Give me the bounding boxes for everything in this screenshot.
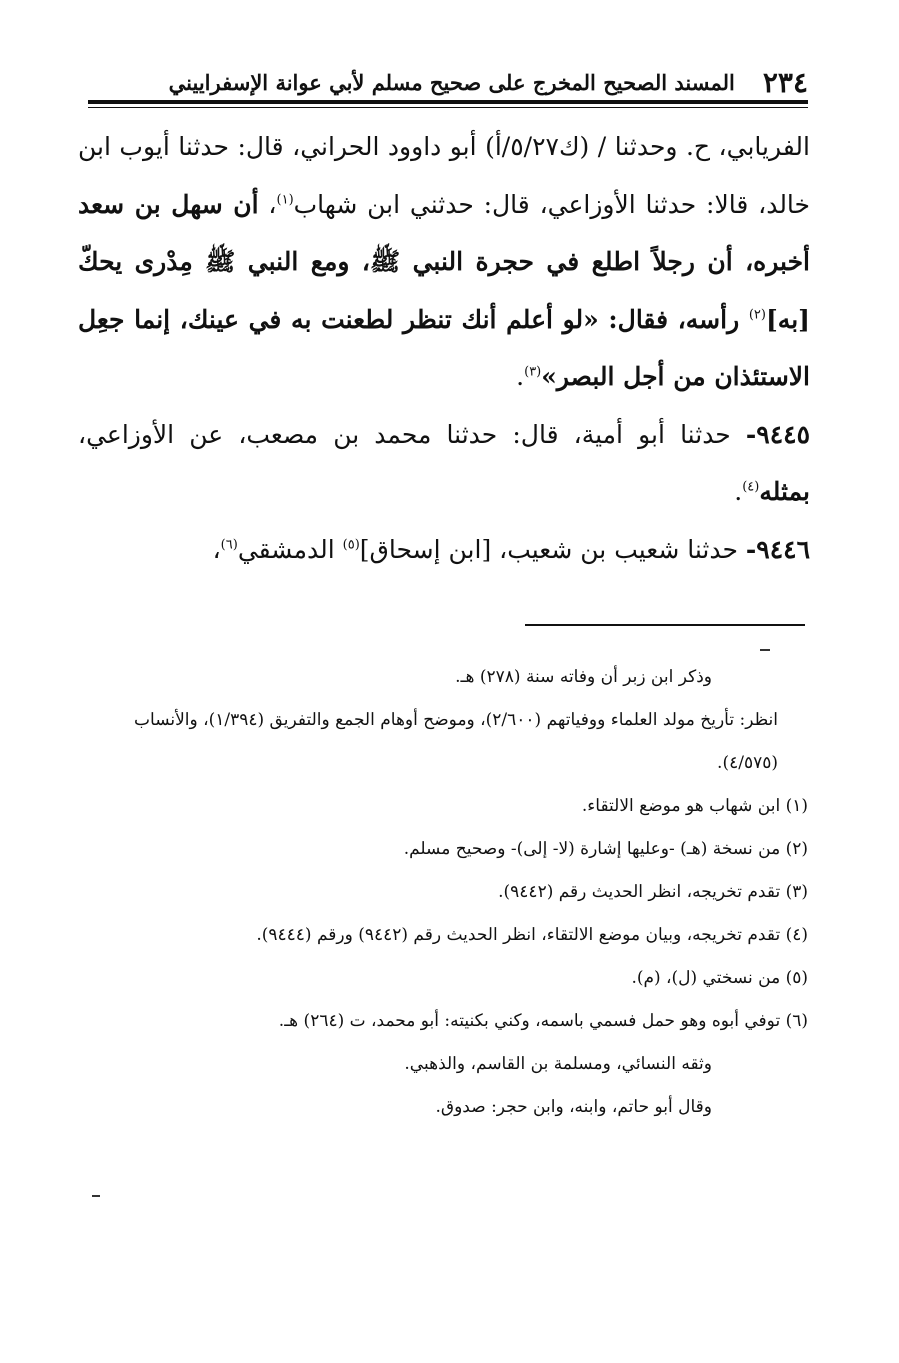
footnote-ref: (١) <box>276 192 294 208</box>
paragraph-continuation <box>78 118 810 406</box>
hadith-9446 <box>78 521 810 579</box>
text-run: ، <box>212 534 221 564</box>
footnote-6: (٦) توفي أبوه وهو حمل فسمي باسمه، وكني بكنيته: أبو محمد، ت (٢٦٤) هـ. <box>278 1011 808 1031</box>
margin-mark <box>760 649 770 651</box>
footnotes <box>88 656 808 1129</box>
footnote-2: (٢) من نسخة (هـ) -وعليها إشارة (لا- إلى)- وصحيح مسلم. <box>403 839 808 859</box>
footnote-ref: (٢) <box>748 307 766 323</box>
margin-mark <box>92 1195 100 1197</box>
text-run: حدثنا أبو أمية، قال: حدثنا محمد بن مصعب، عن الأوزاعي، <box>78 419 746 449</box>
bold-text-run: بمثله <box>759 477 810 506</box>
text-run: حدثنا شعيب بن شعيب، [ابن إسحاق] <box>359 534 746 564</box>
header-title: المسند الصحيح المخرج على صحيح مسلم لأبي عوانة الإسفراييني <box>168 69 735 95</box>
text-run: . <box>516 362 525 391</box>
bold-text-run: رأسه، فقال: «لو أعلم أنك تنظر لطعنت به في عينك، إنما جعِل الاستئذان من أجل البصر» <box>78 304 810 391</box>
footnote-continuation: وذكر ابن زبر أن وفاته سنة (٢٧٨) هـ. <box>455 667 712 687</box>
main-text <box>78 118 810 578</box>
text-run: الفريابي، ح. وحدثنا / (ك٥/٢٧/أ) أبو داوود الحراني، قال: حدثنا أيوب ابن خالد، قالا: حدثنا الأوزاعي، قال: حدثني ابن شهاب <box>78 132 811 219</box>
footnote-5: (٥) من نسختي (ل)، (م). <box>631 968 808 988</box>
footnote-ref: (٣) <box>524 364 542 380</box>
bold-text-run: أن سهل بن سعد أخبره، أن رجلاً اطلع في حجرة النبي ﷺ، ومع النبي ﷺ مِدْرى يحكّ [به] <box>78 189 810 334</box>
hadith-9445 <box>78 406 810 521</box>
footnote-ref: (٥) <box>342 537 360 553</box>
text-run: ، <box>258 189 277 219</box>
footnote-4: (٤) تقدم تخريجه، وبيان موضع الالتقاء، انظر الحديث رقم (٩٤٤٢) ورقم (٩٤٤٤). <box>256 925 808 945</box>
header-rule <box>88 100 808 104</box>
footnote-continuation: انظر: تأريخ مولد العلماء ووفياتهم (٢/٦٠٠)، وموضح أوهام الجمع والتفريق (١/٣٩٤)، والأنساب (٤/٥٧٥). <box>134 710 778 773</box>
footnote-6-detail: وثقه النسائي، ومسلمة بن القاسم، والذهبي. <box>404 1054 712 1074</box>
footnote-ref: (٦) <box>220 537 238 553</box>
footnote-separator <box>525 624 805 626</box>
footnote-6-detail: وقال أبو حاتم، وابنه، وابن حجر: صدوق. <box>435 1097 712 1117</box>
footnote-1: (١) ابن شهاب هو موضع الالتقاء. <box>581 796 808 816</box>
footnote-ref: (٤) <box>742 479 760 495</box>
text-run: الدمشقي <box>237 534 343 564</box>
hadith-number: ٩٤٤٥- <box>745 419 810 449</box>
page-number: ٢٣٤ <box>762 65 808 99</box>
footnote-3: (٣) تقدم تخريجه، انظر الحديث رقم (٩٤٤٢). <box>498 882 808 902</box>
text-run: . <box>734 477 743 506</box>
header-rule-thin <box>88 107 808 108</box>
running-header <box>88 62 808 102</box>
hadith-number: ٩٤٤٦- <box>745 534 810 564</box>
